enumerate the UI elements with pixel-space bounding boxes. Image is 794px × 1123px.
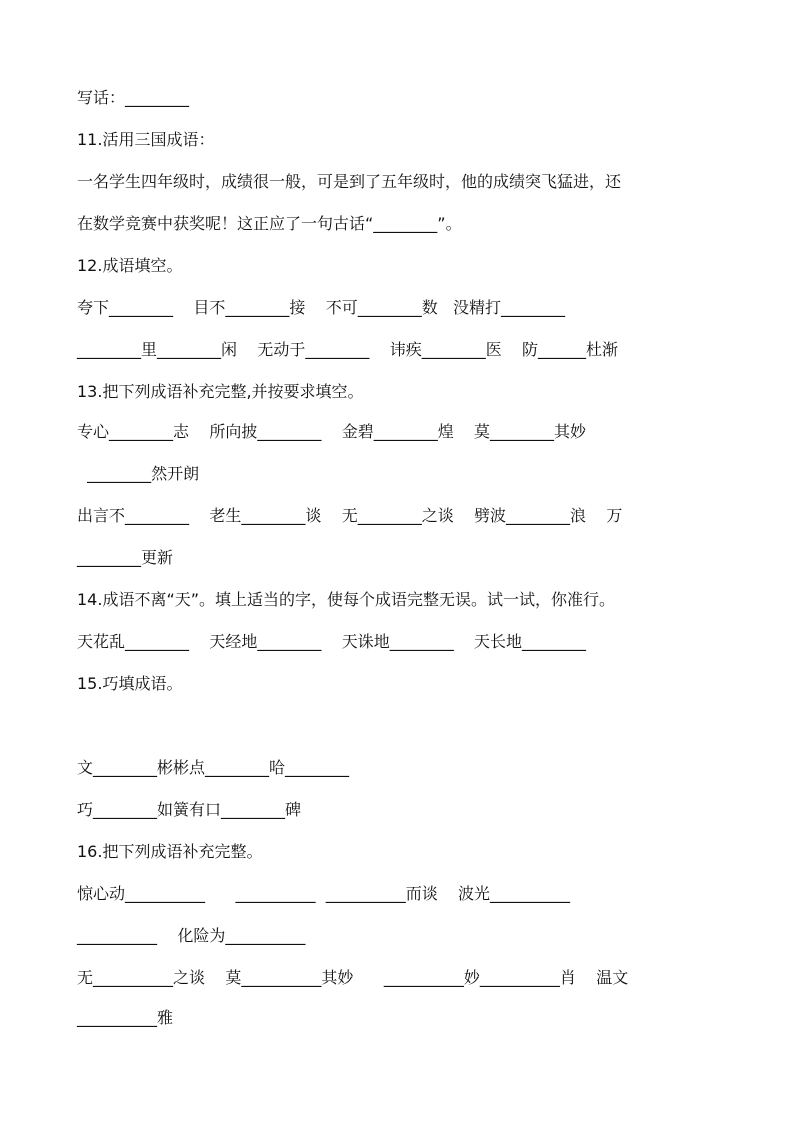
question-16-heading: 16.把下列成语补充完整。 (77, 842, 263, 861)
question-14-heading: 14.成语不离“天”。填上适当的字，使每个成语完整无误。试一试，你准行。 (77, 590, 616, 609)
text-line: __________ 化险为__________ (77, 926, 306, 945)
text-line: 出言不________ 老生________谈 无________之谈 劈波________浪 万 (77, 506, 623, 525)
text-line: __________雅 (77, 1008, 174, 1027)
question-12-heading: 12.成语填空。 (77, 256, 183, 275)
text-line: 无__________之谈 莫__________其妙 __________妙__________肖 温文 (77, 968, 629, 987)
text-line: 写话：________ (77, 88, 190, 107)
text-line: 巧________如簧有口________碑 (77, 800, 302, 819)
question-13-heading: 13.把下列成语补充完整,并按要求填空。 (77, 382, 364, 401)
text-line: 天花乱________ 天经地________ 天诛地________ 天长地________ (77, 632, 587, 651)
text-line: 夸下________ 目不________接 不可________数 没精打________ (77, 298, 565, 317)
text-line: ________更新 (77, 548, 174, 567)
text-line: 文________彬彬点________哈________ (77, 758, 350, 777)
question-11-heading: 11.活用三国成语： (77, 130, 215, 149)
text-line: 在数学竞赛中获奖呢！这正应了一句古话“________”。 (77, 214, 462, 233)
text-line: 一名学生四年级时，成绩很一般，可是到了五年级时，他的成绩突飞猛进，还 (77, 172, 622, 191)
text-line: ________里________闲 无动于________ 讳疾________医 防______杜渐 (77, 340, 619, 359)
text-line: 专心________志 所向披________ 金碧________煌 莫________其妙 (77, 422, 587, 441)
text-line: ________然开朗 (77, 464, 200, 483)
text-line: 惊心动__________ __________ __________而谈 波光__________ (77, 884, 571, 903)
question-15-heading: 15.巧填成语。 (77, 674, 183, 693)
